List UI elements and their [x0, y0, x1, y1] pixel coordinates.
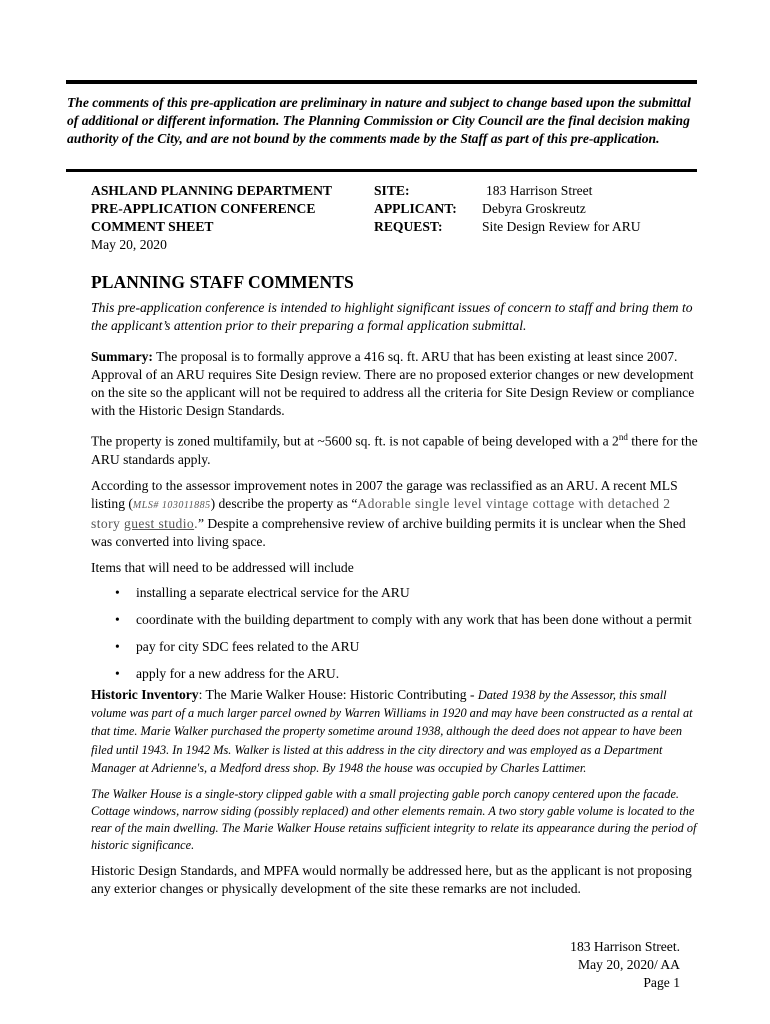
- sheet-type: COMMENT SHEET: [91, 219, 214, 234]
- request-row: [374, 218, 714, 236]
- page-number: Page 1: [643, 975, 680, 990]
- zoning-paragraph: [91, 428, 703, 469]
- zoning-text-end: there for the ARU standards apply.: [91, 433, 698, 467]
- zoning-superscript: nd: [618, 432, 628, 442]
- listing-quote-end: .: [194, 515, 198, 531]
- list-item: • coordinate with the building department to comply with any work that has been done without a permit: [136, 611, 703, 629]
- list-item: • pay for city SDC fees related to the ARU: [136, 638, 703, 656]
- list-item: • apply for a new address for the ARU.: [136, 665, 703, 683]
- assessor-text-middle: ) describe the property as “: [210, 495, 358, 511]
- items-intro: Items that will need to be addressed will include: [91, 559, 354, 575]
- page-footer: [570, 938, 680, 992]
- historic-label: Historic Inventory: [91, 686, 199, 702]
- summary-text: The proposal is to formally approve a 416 sq. ft. ARU that has been existing at least since 2007. Approval of an ARU requires Site Design review. There are no proposed exterior changes or new development on the site so the applicant will not be required to address all the criteria for Site Design Review or compliance with the Historic Design Standards.: [91, 349, 695, 418]
- section-title: PLANNING STAFF COMMENTS: [91, 272, 354, 292]
- applicant-label: APPLICANT:: [374, 201, 457, 216]
- disclaimer: The comments of this pre-application are preliminary in nature and subject to change based upon the submittal of additional or different information. The Planning Commission or City Council are the final decision making authority of the City, and are not bound by the comments made by the Staff as part of this pre-application.: [67, 95, 691, 146]
- department-block: [91, 182, 376, 254]
- request-label: REQUEST:: [374, 219, 443, 234]
- mls-number: MLS# 103011885: [132, 499, 211, 511]
- footer-address: 183 Harrison Street.: [570, 939, 680, 954]
- summary-label: Summary:: [91, 349, 153, 364]
- list-item: • installing a separate electrical service for the ARU: [136, 584, 703, 602]
- historic-description: Dated 1938 by the Assessor, this small volume was part of a much larger parcel owned by Warren Williams in 1920 and may have been constructed as a rental at that time. Marie Walker purchased the property sometime around 1938, although the deed does not appear to have been filed until 1943. In 1942 Ms. Walker is listed at this address in the city directory and was employed as a Department Manager at Adrienne's, a Medford dress shop. By 1948 the house was occupied by Charles Lattimer.: [91, 687, 693, 776]
- closing-paragraph: Historic Design Standards, and MPFA would normally be addressed here, but as the applicant is not proposing any exterior changes or physically development of the site these remarks are not included.: [91, 862, 692, 896]
- project-info-block: [374, 182, 714, 236]
- guest-studio-link[interactable]: guest studio: [124, 515, 195, 531]
- required-items-list: [91, 584, 703, 683]
- historic-text: : The Marie Walker House: Historic Contributing -: [198, 686, 478, 702]
- applicant-value: Debyra Groskreutz: [482, 201, 586, 216]
- footer-date: May 20, 2020/ AA: [578, 957, 680, 972]
- intro-text: This pre-application conference is intended to highlight significant issues of concern to staff and bring them to the applicant’s attention prior to their preparing a formal application submittal.: [91, 300, 693, 333]
- assessor-text-start: According to the assessor improvement notes in 2007 the garage was reclassified as an ARU. A recent MLS listing (: [91, 477, 678, 511]
- site-value: 183 Harrison Street: [486, 183, 593, 198]
- assessor-paragraph: [91, 477, 703, 551]
- request-value: Site Design Review for ARU: [482, 219, 641, 234]
- top-rule: [66, 80, 697, 84]
- header-rule: [66, 169, 697, 172]
- site-label: SITE:: [374, 183, 410, 198]
- assessor-text-end: ” Despite a comprehensive review of archive building permits it is unclear when the Shed was converted into living space.: [91, 515, 686, 549]
- summary-paragraph: [91, 348, 703, 420]
- conference-type: PRE-APPLICATION CONFERENCE: [91, 201, 316, 216]
- listing-quote-text: Adorable single level vintage cottage with detached 2 story: [91, 495, 671, 531]
- staff-comments-section: [91, 272, 703, 898]
- sheet-date: May 20, 2020: [91, 237, 167, 252]
- walker-house-paragraph: The Walker House is a single-story clipped gable with a small projecting gable porch canopy centered upon the facade. Cottage windows, narrow siding (possibly replaced) and other elements remain. A two story gable volume is located to the rear of the main dwelling. The Marie Walker House retains sufficient integrity to relate its appearance during the period of historic significance.: [91, 786, 697, 852]
- zoning-text: The property is zoned multifamily, but at ~5600 sq. ft. is not capable of being developed with a 2: [91, 433, 619, 449]
- department-name: ASHLAND PLANNING DEPARTMENT: [91, 183, 332, 198]
- historic-inventory-paragraph: [91, 686, 703, 778]
- site-row: [374, 182, 714, 200]
- applicant-row: [374, 200, 714, 218]
